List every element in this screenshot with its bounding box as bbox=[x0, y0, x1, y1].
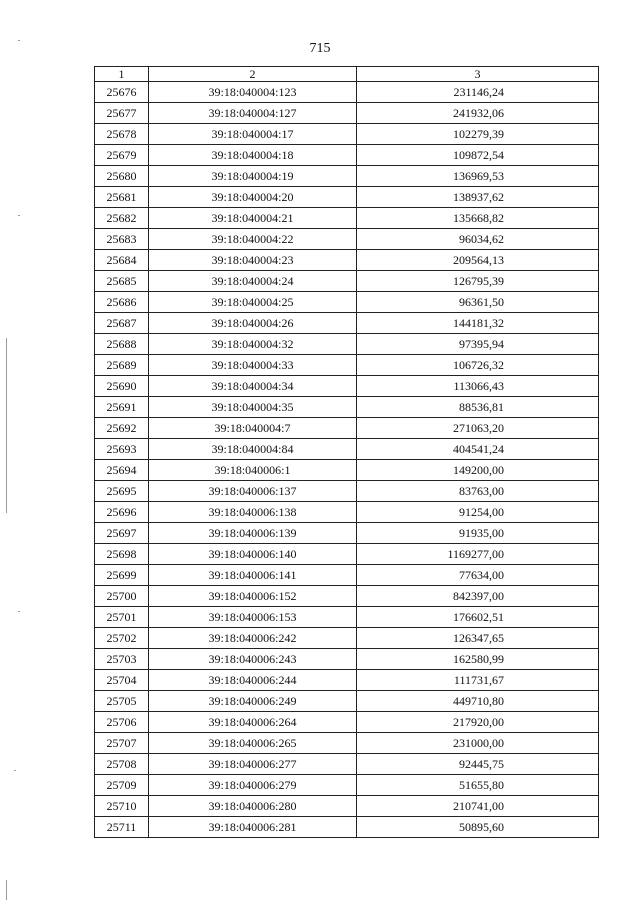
row-number-cell: 25690 bbox=[95, 376, 149, 397]
value-cell: 126795,39 bbox=[357, 271, 599, 292]
row-number-cell: 25693 bbox=[95, 439, 149, 460]
value-cell: 96361,50 bbox=[357, 292, 599, 313]
row-number-cell: 25701 bbox=[95, 607, 149, 628]
cadastral-number-cell: 39:18:040006:1 bbox=[149, 460, 357, 481]
row-number-cell: 25685 bbox=[95, 271, 149, 292]
table-row bbox=[95, 628, 599, 649]
table-row bbox=[95, 229, 599, 250]
row-number-cell: 25709 bbox=[95, 775, 149, 796]
cadastral-number-cell: 39:18:040006:152 bbox=[149, 586, 357, 607]
table-row bbox=[95, 523, 599, 544]
row-number-cell: 25681 bbox=[95, 187, 149, 208]
value-cell: 138937,62 bbox=[357, 187, 599, 208]
cadastral-number-cell: 39:18:040006:242 bbox=[149, 628, 357, 649]
table-row bbox=[95, 208, 599, 229]
value-cell: 83763,00 bbox=[357, 481, 599, 502]
column-header-2: 2 bbox=[149, 67, 357, 82]
row-number-cell: 25696 bbox=[95, 502, 149, 523]
cadastral-number-cell: 39:18:040004:22 bbox=[149, 229, 357, 250]
value-cell: 77634,00 bbox=[357, 565, 599, 586]
cadastral-number-cell: 39:18:040004:26 bbox=[149, 313, 357, 334]
cadastral-number-cell: 39:18:040004:25 bbox=[149, 292, 357, 313]
row-number-cell: 25708 bbox=[95, 754, 149, 775]
table-row bbox=[95, 145, 599, 166]
cadastral-number-cell: 39:18:040004:21 bbox=[149, 208, 357, 229]
scan-dot bbox=[18, 611, 20, 612]
cadastral-number-cell: 39:18:040006:140 bbox=[149, 544, 357, 565]
row-number-cell: 25689 bbox=[95, 355, 149, 376]
column-header-3: 3 bbox=[357, 67, 599, 82]
table-row bbox=[95, 460, 599, 481]
value-cell: 91935,00 bbox=[357, 523, 599, 544]
cadastral-number-cell: 39:18:040004:35 bbox=[149, 397, 357, 418]
cadastral-number-cell: 39:18:040006:244 bbox=[149, 670, 357, 691]
table-row bbox=[95, 313, 599, 334]
table-row bbox=[95, 355, 599, 376]
cadastral-number-cell: 39:18:040006:279 bbox=[149, 775, 357, 796]
value-cell: 51655,80 bbox=[357, 775, 599, 796]
value-cell: 144181,32 bbox=[357, 313, 599, 334]
row-number-cell: 25691 bbox=[95, 397, 149, 418]
cadastral-number-cell: 39:18:040006:243 bbox=[149, 649, 357, 670]
page-number: 715 bbox=[309, 41, 331, 56]
cadastre-table bbox=[94, 66, 599, 838]
table-row bbox=[95, 544, 599, 565]
scan-dot bbox=[14, 770, 16, 771]
table-row bbox=[95, 82, 599, 103]
row-number-cell: 25687 bbox=[95, 313, 149, 334]
value-cell: 217920,00 bbox=[357, 712, 599, 733]
row-number-cell: 25705 bbox=[95, 691, 149, 712]
row-number-cell: 25679 bbox=[95, 145, 149, 166]
row-number-cell: 25684 bbox=[95, 250, 149, 271]
cadastral-number-cell: 39:18:040004:19 bbox=[149, 166, 357, 187]
cadastral-number-cell: 39:18:040006:139 bbox=[149, 523, 357, 544]
value-cell: 210741,00 bbox=[357, 796, 599, 817]
table-row bbox=[95, 733, 599, 754]
cadastral-number-cell: 39:18:040004:24 bbox=[149, 271, 357, 292]
scan-dot bbox=[18, 215, 20, 216]
value-cell: 241932,06 bbox=[357, 103, 599, 124]
row-number-cell: 25711 bbox=[95, 817, 149, 838]
value-cell: 176602,51 bbox=[357, 607, 599, 628]
cadastral-number-cell: 39:18:040006:137 bbox=[149, 481, 357, 502]
row-number-cell: 25698 bbox=[95, 544, 149, 565]
cadastral-number-cell: 39:18:040006:141 bbox=[149, 565, 357, 586]
value-cell: 106726,32 bbox=[357, 355, 599, 376]
value-cell: 91254,00 bbox=[357, 502, 599, 523]
value-cell: 842397,00 bbox=[357, 586, 599, 607]
cadastral-number-cell: 39:18:040004:18 bbox=[149, 145, 357, 166]
table-row bbox=[95, 292, 599, 313]
value-cell: 111731,67 bbox=[357, 670, 599, 691]
row-number-cell: 25694 bbox=[95, 460, 149, 481]
row-number-cell: 25706 bbox=[95, 712, 149, 733]
table-row bbox=[95, 166, 599, 187]
table-row bbox=[95, 754, 599, 775]
table-row bbox=[95, 712, 599, 733]
row-number-cell: 25710 bbox=[95, 796, 149, 817]
row-number-cell: 25704 bbox=[95, 670, 149, 691]
value-cell: 231146,24 bbox=[357, 82, 599, 103]
cadastral-number-cell: 39:18:040006:153 bbox=[149, 607, 357, 628]
table-row bbox=[95, 691, 599, 712]
table-row bbox=[95, 103, 599, 124]
value-cell: 96034,62 bbox=[357, 229, 599, 250]
table-row bbox=[95, 397, 599, 418]
value-cell: 102279,39 bbox=[357, 124, 599, 145]
cadastral-number-cell: 39:18:040006:265 bbox=[149, 733, 357, 754]
value-cell: 162580,99 bbox=[357, 649, 599, 670]
row-number-cell: 25688 bbox=[95, 334, 149, 355]
value-cell: 113066,43 bbox=[357, 376, 599, 397]
row-number-cell: 25692 bbox=[95, 418, 149, 439]
table-row bbox=[95, 502, 599, 523]
value-cell: 126347,65 bbox=[357, 628, 599, 649]
row-number-cell: 25700 bbox=[95, 586, 149, 607]
table-row bbox=[95, 439, 599, 460]
value-cell: 109872,54 bbox=[357, 145, 599, 166]
table-row bbox=[95, 775, 599, 796]
row-number-cell: 25683 bbox=[95, 229, 149, 250]
value-cell: 404541,24 bbox=[357, 439, 599, 460]
cadastral-number-cell: 39:18:040004:33 bbox=[149, 355, 357, 376]
value-cell: 149200,00 bbox=[357, 460, 599, 481]
row-number-cell: 25703 bbox=[95, 649, 149, 670]
table-row bbox=[95, 586, 599, 607]
value-cell: 1169277,00 bbox=[357, 544, 599, 565]
table-row bbox=[95, 565, 599, 586]
cadastral-number-cell: 39:18:040006:281 bbox=[149, 817, 357, 838]
cadastral-number-cell: 39:18:040006:138 bbox=[149, 502, 357, 523]
cadastral-number-cell: 39:18:040004:84 bbox=[149, 439, 357, 460]
cadastral-number-cell: 39:18:040004:7 bbox=[149, 418, 357, 439]
row-number-cell: 25702 bbox=[95, 628, 149, 649]
column-header-1: 1 bbox=[95, 67, 149, 82]
table-row bbox=[95, 670, 599, 691]
cadastral-number-cell: 39:18:040004:32 bbox=[149, 334, 357, 355]
value-cell: 209564,13 bbox=[357, 250, 599, 271]
row-number-cell: 25686 bbox=[95, 292, 149, 313]
cadastral-number-cell: 39:18:040006:277 bbox=[149, 754, 357, 775]
cadastral-number-cell: 39:18:040004:123 bbox=[149, 82, 357, 103]
row-number-cell: 25682 bbox=[95, 208, 149, 229]
cadastral-number-cell: 39:18:040004:127 bbox=[149, 103, 357, 124]
value-cell: 271063,20 bbox=[357, 418, 599, 439]
scan-dot bbox=[18, 40, 20, 41]
table-row bbox=[95, 187, 599, 208]
row-number-cell: 25697 bbox=[95, 523, 149, 544]
row-number-cell: 25677 bbox=[95, 103, 149, 124]
value-cell: 97395,94 bbox=[357, 334, 599, 355]
table-row bbox=[95, 817, 599, 838]
value-cell: 231000,00 bbox=[357, 733, 599, 754]
scan-edge-mark bbox=[6, 338, 7, 513]
table-row bbox=[95, 250, 599, 271]
table-row bbox=[95, 124, 599, 145]
value-cell: 135668,82 bbox=[357, 208, 599, 229]
cadastral-number-cell: 39:18:040006:264 bbox=[149, 712, 357, 733]
table-row bbox=[95, 271, 599, 292]
row-number-cell: 25678 bbox=[95, 124, 149, 145]
table-row bbox=[95, 607, 599, 628]
table-body bbox=[95, 82, 599, 838]
scan-edge-mark bbox=[6, 880, 7, 900]
cadastral-number-cell: 39:18:040004:17 bbox=[149, 124, 357, 145]
value-cell: 92445,75 bbox=[357, 754, 599, 775]
cadastral-number-cell: 39:18:040004:23 bbox=[149, 250, 357, 271]
value-cell: 449710,80 bbox=[357, 691, 599, 712]
value-cell: 88536,81 bbox=[357, 397, 599, 418]
table-row bbox=[95, 418, 599, 439]
table-row bbox=[95, 481, 599, 502]
value-cell: 136969,53 bbox=[357, 166, 599, 187]
cadastral-number-cell: 39:18:040004:20 bbox=[149, 187, 357, 208]
row-number-cell: 25707 bbox=[95, 733, 149, 754]
table-header-row bbox=[95, 67, 599, 82]
row-number-cell: 25680 bbox=[95, 166, 149, 187]
cadastral-number-cell: 39:18:040006:249 bbox=[149, 691, 357, 712]
table-row bbox=[95, 334, 599, 355]
cadastral-number-cell: 39:18:040004:34 bbox=[149, 376, 357, 397]
row-number-cell: 25699 bbox=[95, 565, 149, 586]
cadastral-number-cell: 39:18:040006:280 bbox=[149, 796, 357, 817]
table-row bbox=[95, 376, 599, 397]
value-cell: 50895,60 bbox=[357, 817, 599, 838]
row-number-cell: 25676 bbox=[95, 82, 149, 103]
table-row bbox=[95, 796, 599, 817]
row-number-cell: 25695 bbox=[95, 481, 149, 502]
table-row bbox=[95, 649, 599, 670]
